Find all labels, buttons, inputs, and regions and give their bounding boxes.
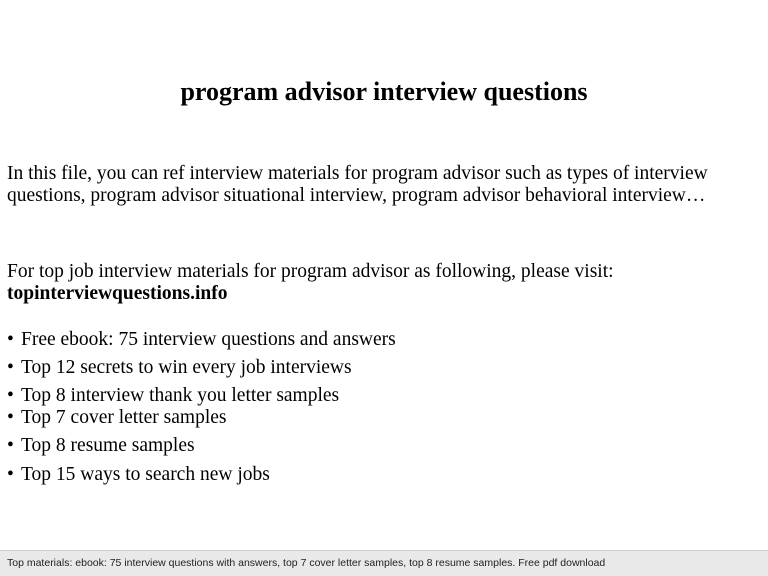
bullet-dot-icon: • bbox=[7, 407, 14, 428]
bullet-dot-icon: • bbox=[7, 464, 14, 485]
bullet-item bbox=[7, 435, 195, 457]
bullet-item bbox=[7, 464, 270, 486]
bullet-dot-icon: • bbox=[7, 357, 14, 378]
bullet-item bbox=[7, 385, 339, 407]
bullet-dot-icon: • bbox=[7, 385, 14, 406]
intro-paragraph: In this file, you can ref interview materials for program advisor such as types of interview questions, program advisor situational interview, program advisor behavioral interview… bbox=[7, 163, 708, 206]
bullet-text: Top 8 interview thank you letter samples bbox=[21, 385, 340, 406]
bullet-text: Top 15 ways to search new jobs bbox=[21, 464, 270, 485]
bullet-text: Top 7 cover letter samples bbox=[21, 407, 227, 428]
visit-paragraph bbox=[7, 261, 762, 305]
footer-text: Top materials: ebook: 75 interview questions with answers, top 7 cover letter samples, top 8 resume samples. Free pdf download bbox=[7, 557, 606, 569]
bullet-item bbox=[7, 357, 352, 379]
footer-bar bbox=[0, 550, 768, 576]
visit-site-link[interactable]: topinterviewquestions.info bbox=[7, 283, 228, 304]
bullet-text: Top 12 secrets to win every job interviews bbox=[21, 357, 352, 378]
slide-title: program advisor interview questions bbox=[180, 77, 588, 106]
bullet-dot-icon: • bbox=[7, 435, 14, 456]
bullet-item bbox=[7, 329, 396, 351]
bullet-text: Free ebook: 75 interview questions and answers bbox=[21, 329, 396, 350]
visit-text: For top job interview materials for program advisor as following, please visit: bbox=[7, 261, 614, 282]
bullet-text: Top 8 resume samples bbox=[21, 435, 195, 456]
bullet-item bbox=[7, 407, 226, 429]
bullet-dot-icon: • bbox=[7, 329, 14, 350]
